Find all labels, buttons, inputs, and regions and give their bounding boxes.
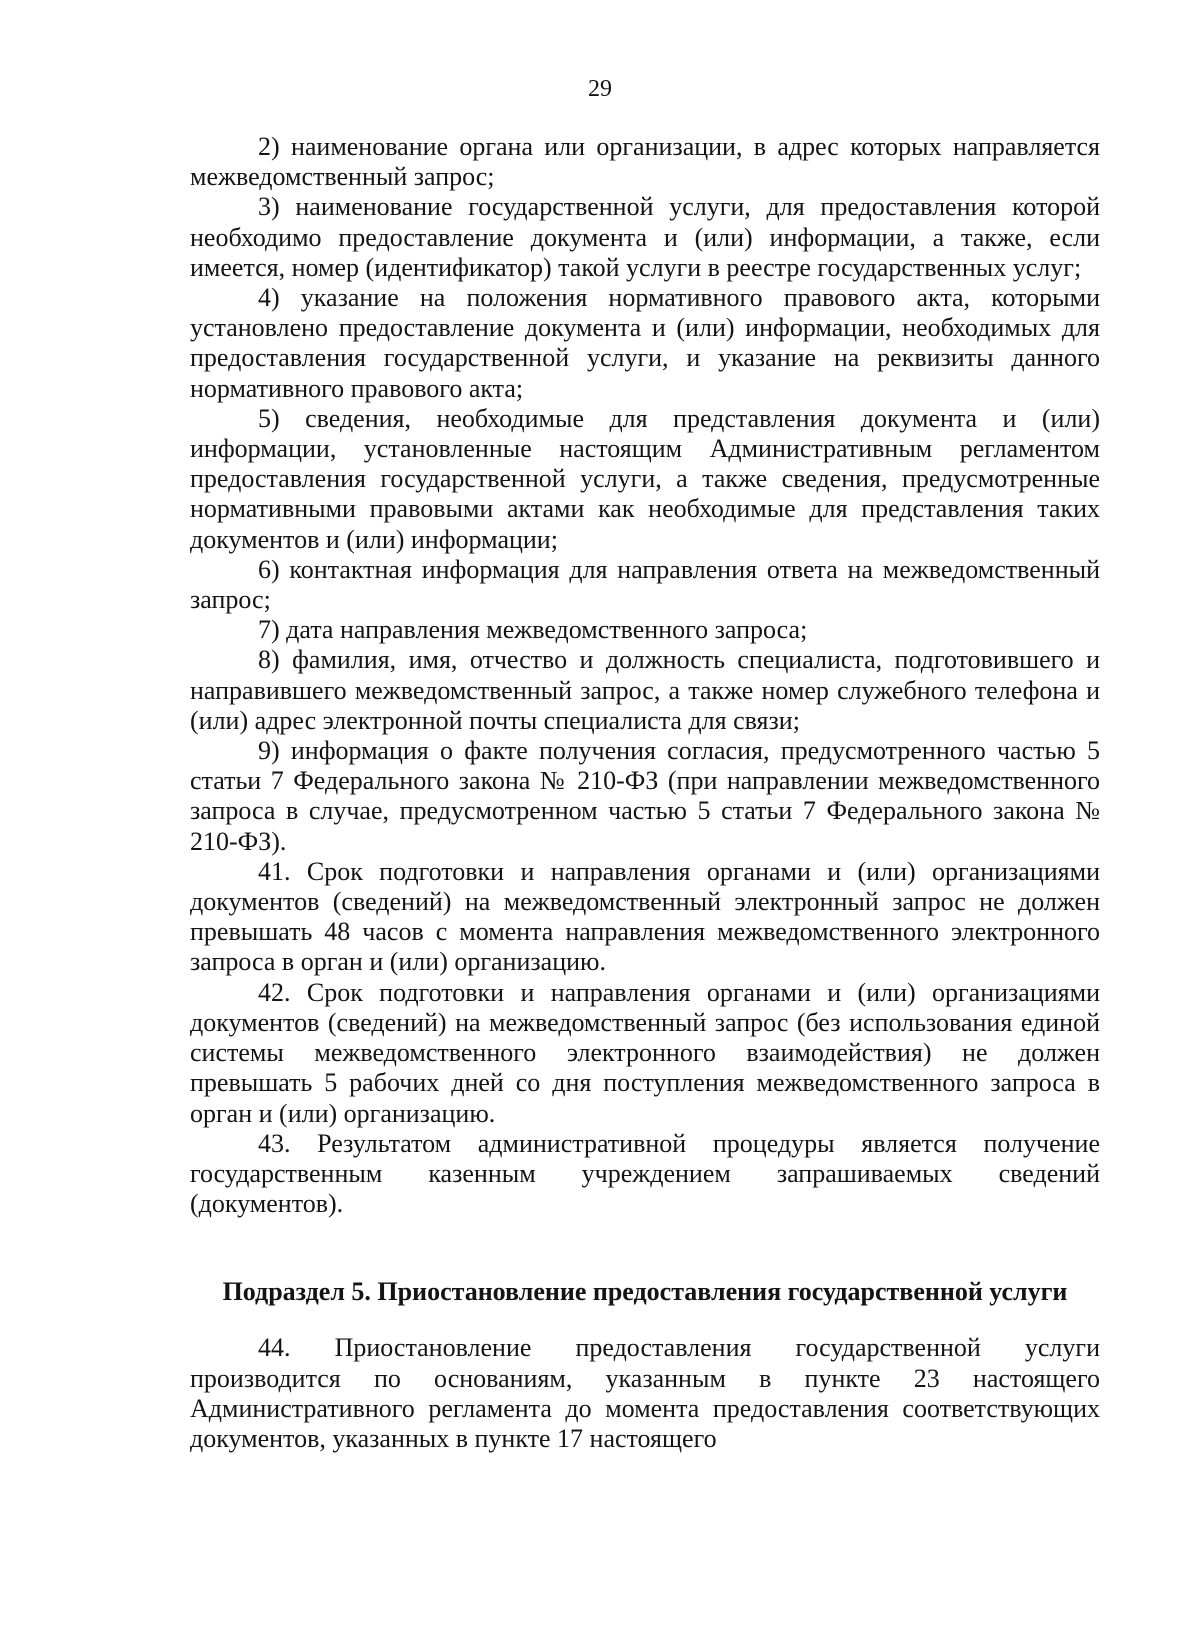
clause-42: 42. Срок подготовки и направления органами и (или) организациями документов (сведений) на межведомственный запрос (без использования единой системы межведомственного электронного взаимодействия) не должен превышать 5 рабочих дней со дня поступления межведомственного запроса в орган и (или) организацию.: [190, 977, 1100, 1128]
list-item-9: 9) информация о факте получения согласия, предусмотренного частью 5 статьи 7 Федерального закона № 210-ФЗ (при направлении межведомственного запроса в случае, предусмотренном частью 5 статьи 7 Федерального закона № 210-ФЗ).: [190, 736, 1100, 856]
list-item-2: 2) наименование органа или организации, в адрес которых направляется межведомственный запрос;: [190, 132, 1100, 192]
list-item-4: 4) указание на положения нормативного правового акта, которыми установлено предоставление документа и (или) информации, необходимых для предоставления государственной услуги, и указание на реквизиты данного нормативного правового акта;: [190, 283, 1100, 403]
document-body: [190, 132, 1100, 1454]
list-item-3: 3) наименование государственной услуги, для предоставления которой необходимо предоставление документа и (или) информации, а также, если имеется, номер (идентификатор) такой услуги в реестре государственных услуг;: [190, 192, 1100, 282]
clause-43: 43. Результатом административной процедуры является получение государственным казенным учреждением запрашиваемых сведений (документов).: [190, 1128, 1100, 1219]
section-heading: Подраздел 5. Приостановление предоставления государственной услуги: [222, 1277, 1068, 1307]
list-item-6: 6) контактная информация для направления ответа на межведомственный запрос;: [190, 554, 1100, 615]
page-number: 29: [588, 76, 612, 102]
list-item-5: 5) сведения, необходимые для представления документа и (или) информации, установленные настоящим Административным регламентом предоставления государственной услуги, а также сведения, предусмотренные нормативными правовыми актами как необходимые для представления таких документов и (или) информации;: [190, 403, 1100, 554]
clause-44: 44. Приостановление предоставления государственной услуги производится по основаниям, указанным в пункте 23 настоящего Административного регламента до момента предоставления соответствующих документов, указанных в пункте 17 настоящего: [190, 1333, 1100, 1453]
list-item-7: 7) дата направления межведомственного запроса;: [258, 615, 808, 645]
list-item-8: 8) фамилия, имя, отчество и должность специалиста, подготовившего и направившего межведомственный запрос, а также номер служебного телефона и (или) адрес электронной почты специалиста для связи;: [190, 645, 1100, 735]
clause-41: 41. Срок подготовки и направления органами и (или) организациями документов (сведений) на межведомственный электронный запрос не должен превышать 48 часов с момента направления межведомственного электронного запроса в орган и (или) организацию.: [190, 856, 1100, 977]
